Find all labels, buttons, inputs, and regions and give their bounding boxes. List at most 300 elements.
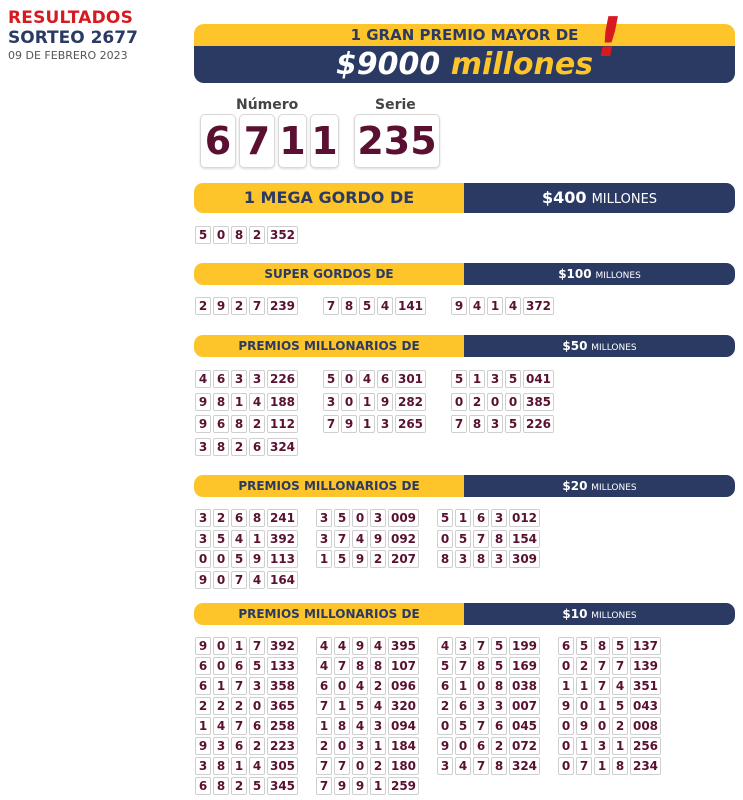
ticket-digit: 2 (469, 393, 485, 411)
ticket-digit: 4 (359, 370, 375, 388)
premios-20-prize (464, 475, 735, 497)
ticket-digit: 0 (213, 657, 229, 675)
ticket-digit: 0 (334, 677, 350, 695)
grand-prize-amount (194, 46, 735, 83)
ticket-digit: 7 (473, 530, 489, 548)
ticket-digit: 5 (249, 777, 265, 795)
ticket-digit: 1 (359, 393, 375, 411)
ticket-digit: 0 (487, 393, 503, 411)
ticket-digit: 4 (437, 637, 453, 655)
ticket-serie: 259 (388, 777, 419, 795)
ticket-digit: 7 (473, 717, 489, 735)
ticket-digit: 4 (352, 677, 368, 695)
ticket-digit: 8 (213, 757, 229, 775)
ticket-digit: 5 (334, 509, 350, 527)
premios-10-banner (194, 603, 735, 625)
ticket-digit: 0 (437, 717, 453, 735)
ticket-digit: 7 (612, 657, 628, 675)
ticket-number (195, 370, 298, 388)
premios-10-unit: MILLONES (591, 611, 637, 621)
ticket-digit: 8 (341, 297, 357, 315)
ticket-digit: 4 (249, 393, 265, 411)
ticket-digit: 1 (249, 530, 265, 548)
ticket-digit: 8 (473, 550, 489, 568)
ticket-digit: 1 (195, 717, 211, 735)
ticket-serie: 188 (267, 393, 298, 411)
ticket-digit: 3 (370, 509, 386, 527)
ticket-digit: 0 (352, 757, 368, 775)
ticket-digit: 3 (195, 438, 211, 456)
ticket-digit: 8 (469, 415, 485, 433)
ticket-digit: 3 (487, 370, 503, 388)
ticket-serie: 199 (509, 637, 540, 655)
ticket-number (437, 697, 540, 715)
ticket-digit: 1 (576, 677, 592, 695)
ticket-digit: 2 (576, 657, 592, 675)
ticket-digit: 0 (195, 550, 211, 568)
ticket-digit: 6 (213, 415, 229, 433)
ticket-digit: 4 (612, 677, 628, 695)
ticket-digit: 5 (491, 637, 507, 655)
ticket-digit: 8 (231, 226, 247, 244)
ticket-digit: 6 (377, 370, 393, 388)
ticket-number (316, 697, 419, 715)
ticket-serie: 169 (509, 657, 540, 675)
ticket-digit: 1 (359, 415, 375, 433)
ticket-number (195, 571, 298, 589)
ticket-digit: 2 (370, 677, 386, 695)
ticket-digit: 5 (451, 370, 467, 388)
ticket-digit: 2 (437, 697, 453, 715)
ticket-digit: 5 (455, 717, 471, 735)
ticket-digit: 5 (612, 637, 628, 655)
ticket-digit: 3 (455, 550, 471, 568)
ticket-digit: 8 (612, 757, 628, 775)
ticket-number (195, 297, 298, 315)
ticket-number (558, 717, 661, 735)
super-gordos-prize (464, 263, 735, 285)
main-serie: 235 (354, 114, 440, 168)
ticket-number (437, 737, 540, 755)
ticket-number (558, 697, 661, 715)
ticket-digit: 5 (213, 530, 229, 548)
ticket-digit: 3 (249, 677, 265, 695)
ticket-digit: 9 (249, 550, 265, 568)
ticket-serie: 141 (395, 297, 426, 315)
mega-gordo-prize (464, 183, 735, 213)
premios-50-amount: $50 (562, 339, 588, 353)
ticket-digit: 2 (195, 697, 211, 715)
ticket-serie: 096 (388, 677, 419, 695)
ticket-number (316, 530, 419, 548)
ticket-number (195, 717, 298, 735)
ticket-digit: 5 (352, 697, 368, 715)
ticket-digit: 1 (370, 777, 386, 795)
mega-gordo-label: 1 MEGA GORDO DE (194, 183, 464, 213)
ticket-digit: 2 (249, 226, 265, 244)
ticket-digit: 4 (352, 717, 368, 735)
ticket-digit: 1 (231, 637, 247, 655)
ticket-number (195, 530, 298, 548)
ticket-digit: 3 (491, 550, 507, 568)
ticket-serie: 234 (630, 757, 661, 775)
ticket-digit: 6 (213, 370, 229, 388)
ticket-digit: 7 (334, 530, 350, 548)
ticket-serie: 301 (395, 370, 426, 388)
ticket-digit: 9 (377, 393, 393, 411)
ticket-digit: 7 (594, 677, 610, 695)
ticket-digit: 3 (195, 509, 211, 527)
ticket-digit: 3 (437, 757, 453, 775)
ticket-digit: 9 (370, 530, 386, 548)
ticket-number (323, 393, 426, 411)
ticket-digit: 3 (352, 737, 368, 755)
ticket-serie: 180 (388, 757, 419, 775)
super-gordos-banner (194, 263, 735, 285)
ticket-serie: 184 (388, 737, 419, 755)
ticket-digit: 1 (594, 757, 610, 775)
ticket-digit: 9 (195, 415, 211, 433)
ticket-digit: 5 (437, 509, 453, 527)
ticket-number (195, 438, 298, 456)
ticket-digit: 0 (505, 393, 521, 411)
super-gordos-unit: MILLONES (595, 271, 641, 281)
ticket-digit: 5 (576, 637, 592, 655)
ticket-digit: 8 (491, 757, 507, 775)
ticket-serie: 092 (388, 530, 419, 548)
ticket-number (195, 415, 298, 433)
ticket-serie: 345 (267, 777, 298, 795)
premios-20-amount: $20 (562, 479, 588, 493)
ticket-number (316, 657, 419, 675)
ticket-digit: 3 (231, 370, 247, 388)
ticket-digit: 6 (455, 697, 471, 715)
ticket-digit: 2 (195, 297, 211, 315)
ticket-number (451, 393, 554, 411)
premios-10-prize (464, 603, 735, 625)
ticket-digit: 5 (249, 657, 265, 675)
ticket-digit: 8 (231, 415, 247, 433)
ticket-digit: 0 (334, 737, 350, 755)
ticket-digit: 0 (455, 737, 471, 755)
ticket-digit: 4 (249, 571, 265, 589)
ticket-digit: 1 (316, 717, 332, 735)
ticket-number (323, 415, 426, 433)
ticket-digit: 7 (231, 571, 247, 589)
ticket-number (316, 637, 419, 655)
ticket-digit: 9 (195, 571, 211, 589)
ticket-serie: 133 (267, 657, 298, 675)
ticket-digit: 4 (469, 297, 485, 315)
ticket-digit: 8 (473, 657, 489, 675)
ticket-digit: 4 (213, 717, 229, 735)
premios-20-label: PREMIOS MILLONARIOS DE (194, 475, 464, 497)
ticket-serie: 372 (523, 297, 554, 315)
ticket-digit: 4 (316, 637, 332, 655)
ticket-serie: 324 (267, 438, 298, 456)
ticket-digit: 0 (213, 550, 229, 568)
ticket-digit: 1 (487, 297, 503, 315)
ticket-digit: 4 (352, 530, 368, 548)
ticket-digit: 9 (352, 550, 368, 568)
ticket-number (195, 697, 298, 715)
ticket-number (437, 637, 540, 655)
ticket-digit: 3 (455, 637, 471, 655)
ticket-serie: 265 (395, 415, 426, 433)
ticket-number (437, 550, 540, 568)
ticket-digit: 9 (437, 737, 453, 755)
ticket-digit: 4 (334, 637, 350, 655)
ticket-serie: 009 (388, 509, 419, 527)
numero-label: Número (236, 97, 299, 113)
ticket-digit: 7 (473, 757, 489, 775)
ticket-digit: 0 (558, 737, 574, 755)
ticket-serie: 351 (630, 677, 661, 695)
ticket-serie: 113 (267, 550, 298, 568)
premios-20-banner (194, 475, 735, 497)
ticket-number (195, 637, 298, 655)
ticket-digit: 7 (576, 757, 592, 775)
ticket-serie: 320 (388, 697, 419, 715)
ticket-digit: 3 (491, 697, 507, 715)
ticket-digit: 0 (249, 697, 265, 715)
ticket-number (558, 757, 661, 775)
ticket-digit: 3 (316, 530, 332, 548)
ticket-digit: 2 (213, 509, 229, 527)
ticket-digit: 6 (195, 657, 211, 675)
ticket-digit: 7 (249, 297, 265, 315)
ticket-number (195, 550, 298, 568)
ticket-digit: 0 (558, 717, 574, 735)
results-title: RESULTADOS (8, 8, 134, 28)
ticket-number (316, 550, 419, 568)
ticket-number (451, 370, 554, 388)
ticket-digit: 7 (334, 657, 350, 675)
ticket-serie: 324 (509, 757, 540, 775)
ticket-digit: 1 (612, 737, 628, 755)
ticket-digit: 2 (370, 757, 386, 775)
mega-gordo-amount: $400 (541, 188, 587, 207)
premios-10-label: PREMIOS MILLONARIOS DE (194, 603, 464, 625)
ticket-digit: 7 (249, 637, 265, 655)
ticket-number (195, 509, 298, 527)
ticket-digit: 1 (455, 509, 471, 527)
ticket-digit: 3 (594, 737, 610, 755)
ticket-serie: 226 (523, 415, 554, 433)
ticket-serie: 164 (267, 571, 298, 589)
ticket-number (437, 657, 540, 675)
ticket-number (195, 757, 298, 775)
ticket-serie: 239 (267, 297, 298, 315)
ticket-digit: 4 (455, 757, 471, 775)
ticket-number (437, 509, 540, 527)
ticket-number (195, 393, 298, 411)
ticket-serie: 207 (388, 550, 419, 568)
ticket-serie: 392 (267, 637, 298, 655)
ticket-digit: 5 (612, 697, 628, 715)
ticket-digit: 1 (558, 677, 574, 695)
ticket-number (451, 297, 554, 315)
ticket-digit: 0 (341, 370, 357, 388)
ticket-digit: 9 (352, 637, 368, 655)
ticket-digit: 6 (249, 717, 265, 735)
ticket-digit: 1 (455, 677, 471, 695)
grand-prize-title: 1 GRAN PREMIO MAYOR DE (194, 24, 735, 46)
ticket-number (195, 677, 298, 695)
ticket-serie: 112 (267, 415, 298, 433)
ticket-number (558, 637, 661, 655)
ticket-digit: 0 (213, 226, 229, 244)
ticket-digit: 5 (455, 530, 471, 548)
ticket-digit: 8 (491, 677, 507, 695)
premios-50-prize (464, 335, 735, 357)
ticket-digit: 2 (491, 737, 507, 755)
ticket-digit: 6 (558, 637, 574, 655)
ticket-number (558, 737, 661, 755)
ticket-serie: 012 (509, 509, 540, 527)
ticket-digit: 4 (370, 697, 386, 715)
ticket-digit: 5 (505, 415, 521, 433)
ticket-digit: 1 (576, 737, 592, 755)
ticket-digit: 2 (612, 717, 628, 735)
ticket-digit: 1 (231, 393, 247, 411)
ticket-digit: 6 (195, 777, 211, 795)
ticket-digit: 4 (249, 757, 265, 775)
ticket-digit: 9 (195, 637, 211, 655)
ticket-digit: 1 (334, 697, 350, 715)
ticket-digit: 9 (576, 717, 592, 735)
ticket-digit: 1 (316, 550, 332, 568)
ticket-digit: 6 (249, 438, 265, 456)
mega-gordo-banner (194, 183, 735, 213)
ticket-digit: 7 (323, 297, 339, 315)
ticket-number (195, 737, 298, 755)
ticket-digit: 5 (437, 657, 453, 675)
ticket-digit: 7 (316, 777, 332, 795)
ticket-digit: 3 (370, 717, 386, 735)
ticket-serie: 226 (267, 370, 298, 388)
ticket-digit: 1 (231, 757, 247, 775)
premios-50-label: PREMIOS MILLONARIOS DE (194, 335, 464, 357)
ticket-digit: 5 (334, 550, 350, 568)
ticket-number (451, 415, 554, 433)
ticket-digit: 0 (473, 677, 489, 695)
ticket-serie: 043 (630, 697, 661, 715)
ticket-serie: 137 (630, 637, 661, 655)
super-gordos-label: SUPER GORDOS DE (194, 263, 464, 285)
ticket-digit: 8 (352, 657, 368, 675)
ticket-digit: 4 (377, 297, 393, 315)
ticket-digit: 5 (359, 297, 375, 315)
ticket-serie: 256 (630, 737, 661, 755)
ticket-digit: 1 (213, 677, 229, 695)
ticket-digit: 7 (451, 415, 467, 433)
ticket-number (316, 677, 419, 695)
ticket-digit: 6 (231, 737, 247, 755)
ticket-digit: 4 (505, 297, 521, 315)
ticket-digit: 8 (437, 550, 453, 568)
ticket-digit: 8 (370, 657, 386, 675)
ticket-serie: 309 (509, 550, 540, 568)
serie-label: Serie (375, 97, 416, 113)
ticket-digit: 6 (473, 509, 489, 527)
ticket-digit: 2 (231, 438, 247, 456)
ticket-digit: 6 (195, 677, 211, 695)
ticket-number (558, 677, 661, 695)
ticket-number (316, 717, 419, 735)
ticket-digit: 9 (341, 415, 357, 433)
ticket-digit: 7 (473, 637, 489, 655)
ticket-serie: 282 (395, 393, 426, 411)
ticket-digit: 2 (249, 415, 265, 433)
ticket-number (323, 297, 426, 315)
ticket-number (195, 657, 298, 675)
ticket-digit: 9 (195, 737, 211, 755)
ticket-digit: 7 (316, 757, 332, 775)
main-digit-4: 1 (310, 114, 339, 168)
ticket-digit: 9 (195, 393, 211, 411)
ticket-digit: 5 (505, 370, 521, 388)
ticket-digit: 6 (231, 657, 247, 675)
ticket-digit: 0 (594, 717, 610, 735)
ticket-digit: 9 (213, 297, 229, 315)
ticket-number (316, 509, 419, 527)
ticket-digit: 3 (323, 393, 339, 411)
ticket-digit: 2 (213, 697, 229, 715)
ticket-digit: 2 (231, 777, 247, 795)
grand-prize-banner (194, 6, 735, 83)
ticket-digit: 3 (473, 697, 489, 715)
ticket-digit: 7 (334, 757, 350, 775)
ticket-serie: 045 (509, 717, 540, 735)
ticket-digit: 8 (213, 393, 229, 411)
ticket-serie: 041 (523, 370, 554, 388)
ticket-digit: 6 (316, 677, 332, 695)
ticket-digit: 4 (231, 530, 247, 548)
ticket-number (316, 757, 419, 775)
ticket-serie: 352 (267, 226, 298, 244)
ticket-serie: 223 (267, 737, 298, 755)
draw-date: 09 DE FEBRERO 2023 (8, 49, 128, 62)
ticket-digit: 0 (213, 637, 229, 655)
ticket-digit: 1 (370, 737, 386, 755)
ticket-number (558, 657, 661, 675)
ticket-digit: 2 (231, 697, 247, 715)
ticket-digit: 5 (323, 370, 339, 388)
ticket-digit: 7 (316, 697, 332, 715)
ticket-number (195, 777, 298, 795)
ticket-digit: 6 (437, 677, 453, 695)
ticket-number (316, 737, 419, 755)
ticket-digit: 1 (594, 697, 610, 715)
grand-prize-unit: millones (450, 47, 594, 82)
ticket-digit: 0 (437, 530, 453, 548)
mega-gordo-unit: MILLONES (591, 192, 658, 207)
premios-50-banner (194, 335, 735, 357)
premios-10-amount: $10 (562, 607, 588, 621)
ticket-serie: 358 (267, 677, 298, 695)
ticket-digit: 4 (370, 637, 386, 655)
ticket-digit: 3 (195, 757, 211, 775)
ticket-digit: 9 (558, 697, 574, 715)
ticket-serie: 038 (509, 677, 540, 695)
premios-20-unit: MILLONES (591, 483, 637, 493)
ticket-serie: 385 (523, 393, 554, 411)
ticket-digit: 5 (231, 550, 247, 568)
ticket-digit: 7 (323, 415, 339, 433)
ticket-digit: 7 (455, 657, 471, 675)
ticket-serie: 072 (509, 737, 540, 755)
